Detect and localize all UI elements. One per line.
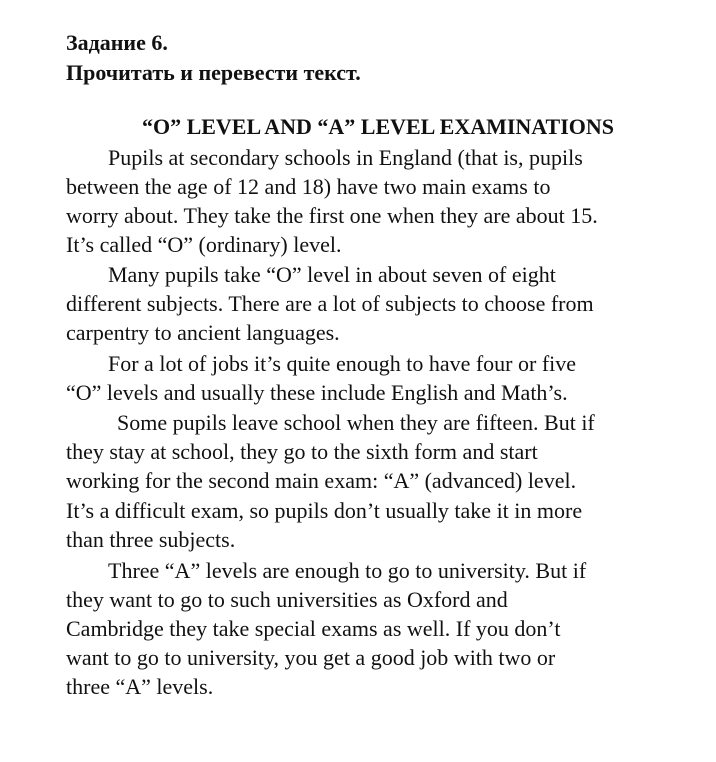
- text-line: “O” levels and usually these include English and Math’s.: [66, 380, 568, 405]
- text-line: Cambridge they take special exams as well. If you don’t: [66, 616, 561, 641]
- text-line: they stay at school, they go to the sixth form and start: [66, 439, 538, 464]
- task-instruction: Прочитать и перевести текст.: [66, 60, 361, 85]
- text-line: they want to go to such universities as Oxford and: [66, 587, 508, 612]
- text-line: It’s called “O” (ordinary) level.: [66, 232, 342, 257]
- article-title: “O” LEVEL AND “A” LEVEL EXAMINATIONS: [141, 114, 615, 139]
- text-line: Three “A” levels are enough to go to university. But if: [108, 558, 587, 583]
- text-line: It’s a difficult exam, so pupils don’t usually take it in more: [66, 498, 583, 523]
- text-line: than three subjects.: [66, 527, 236, 552]
- text-line: Pupils at secondary schools in England (that is, pupils: [108, 145, 583, 170]
- text-line: For a lot of jobs it’s quite enough to have four or five: [108, 351, 577, 376]
- text-line: between the age of 12 and 18) have two main exams to: [66, 174, 551, 199]
- text-line: three “A” levels.: [66, 674, 214, 699]
- text-line: Some pupils leave school when they are fifteen. But if: [117, 410, 595, 435]
- text-line: working for the second main exam: “A” (advanced) level.: [66, 468, 577, 493]
- text-line: different subjects. There are a lot of subjects to choose from: [66, 291, 594, 316]
- text-line: carpentry to ancient languages.: [66, 320, 340, 345]
- text-line: want to go to university, you get a good job with two or: [66, 645, 556, 670]
- text-line: worry about. They take the first one when they are about 15.: [66, 203, 598, 228]
- text-line: Many pupils take “O” level in about seven of eight: [108, 262, 556, 287]
- task-number: Задание 6.: [66, 30, 168, 55]
